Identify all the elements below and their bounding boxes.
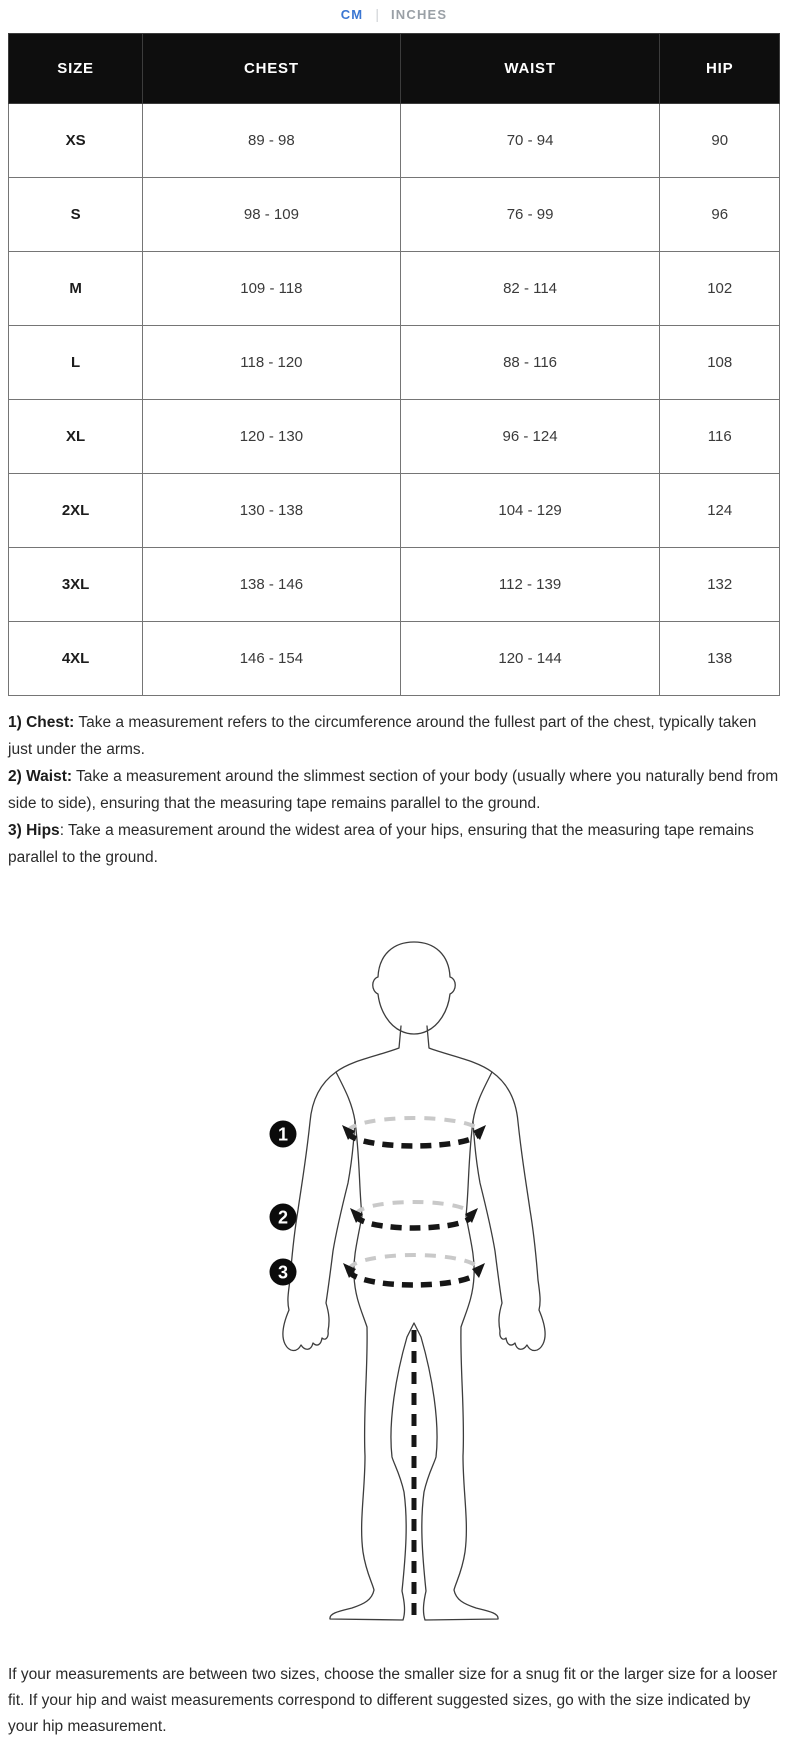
chest-value: 98 - 109 bbox=[143, 178, 401, 252]
waist-value: 82 - 114 bbox=[400, 252, 660, 326]
column-header-waist: WAIST bbox=[400, 34, 660, 104]
size-value: XL bbox=[9, 400, 143, 474]
column-header-hip: HIP bbox=[660, 34, 780, 104]
note-chest-text: Take a measurement refers to the circumference around the fullest part of the chest, typically taken just under the arms. bbox=[8, 714, 757, 758]
table-row bbox=[9, 400, 780, 474]
table-row bbox=[9, 622, 780, 696]
hip-value: 90 bbox=[660, 104, 780, 178]
waist-value: 88 - 116 bbox=[400, 326, 660, 400]
size-value: XS bbox=[9, 104, 143, 178]
size-value: M bbox=[9, 252, 143, 326]
body-measurement-diagram bbox=[0, 830, 788, 1630]
chest-value: 120 - 130 bbox=[143, 400, 401, 474]
hip-value: 102 bbox=[660, 252, 780, 326]
hip-marker-badge bbox=[270, 1259, 297, 1286]
unit-cm-button[interactable]: CM bbox=[340, 6, 364, 22]
chest-value: 118 - 120 bbox=[143, 326, 401, 400]
chest-value: 109 - 118 bbox=[143, 252, 401, 326]
hip-marker-number: 3 bbox=[277, 1262, 289, 1283]
chest-value: 146 - 154 bbox=[143, 622, 401, 696]
head-outline bbox=[373, 942, 456, 1034]
hip-tape-back bbox=[349, 1255, 479, 1270]
waist-value: 96 - 124 bbox=[400, 400, 660, 474]
hip-value: 124 bbox=[660, 474, 780, 548]
hip-value: 108 bbox=[660, 326, 780, 400]
table-row bbox=[9, 252, 780, 326]
chest-marker-number: 1 bbox=[277, 1124, 289, 1145]
size-value: 4XL bbox=[9, 622, 143, 696]
hip-value: 116 bbox=[660, 400, 780, 474]
chest-tape-back bbox=[348, 1118, 480, 1132]
unit-inches-button[interactable]: INCHES bbox=[390, 6, 448, 22]
waist-tape-front bbox=[356, 1215, 472, 1228]
table-row bbox=[9, 548, 780, 622]
table-row bbox=[9, 178, 780, 252]
column-header-chest: CHEST bbox=[143, 34, 401, 104]
waist-value: 112 - 139 bbox=[400, 548, 660, 622]
note-waist-label: 2) Waist: bbox=[8, 768, 73, 785]
table-row bbox=[9, 104, 780, 178]
right-arm-outline bbox=[473, 1072, 545, 1351]
chest-value: 138 - 146 bbox=[143, 548, 401, 622]
size-value: S bbox=[9, 178, 143, 252]
chest-value: 89 - 98 bbox=[143, 104, 401, 178]
size-chart-table bbox=[8, 33, 780, 696]
table-row bbox=[9, 474, 780, 548]
waist-tape-back bbox=[356, 1202, 472, 1215]
waist-value: 120 - 144 bbox=[400, 622, 660, 696]
size-value: 3XL bbox=[9, 548, 143, 622]
hip-value: 96 bbox=[660, 178, 780, 252]
chest-value: 130 - 138 bbox=[143, 474, 401, 548]
waist-value: 76 - 99 bbox=[400, 178, 660, 252]
waist-value: 70 - 94 bbox=[400, 104, 660, 178]
note-waist bbox=[8, 763, 782, 817]
hip-value: 138 bbox=[660, 622, 780, 696]
hip-value: 132 bbox=[660, 548, 780, 622]
waist-marker-badge bbox=[270, 1204, 297, 1231]
unit-toggle bbox=[0, 6, 788, 22]
unit-toggle-divider: | bbox=[375, 6, 379, 22]
size-value: 2XL bbox=[9, 474, 143, 548]
chest-tape-tip-right bbox=[473, 1125, 486, 1140]
table-row bbox=[9, 326, 780, 400]
hip-tape-front bbox=[349, 1270, 479, 1285]
note-chest-label: 1) Chest: bbox=[8, 714, 75, 731]
note-chest bbox=[8, 709, 782, 763]
size-value: L bbox=[9, 326, 143, 400]
table-header-row bbox=[9, 34, 780, 104]
note-waist-text: Take a measurement around the slimmest section of your body (usually where you naturally bend from side to side), ensuring that the measuring tape remains parallel to the ground. bbox=[8, 768, 779, 812]
note-hips-label: 3) Hips bbox=[8, 822, 60, 839]
waist-marker-number: 2 bbox=[277, 1207, 289, 1228]
chest-marker-badge bbox=[270, 1121, 297, 1148]
note-hips-text: : Take a measurement around the widest area of your hips, ensuring that the measuring tape remains parallel to the ground. bbox=[8, 822, 754, 866]
waist-value: 104 - 129 bbox=[400, 474, 660, 548]
chest-tape-front bbox=[348, 1132, 480, 1146]
sizing-advice-text: If your measurements are between two sizes, choose the smaller size for a snug fit or the larger size for a looser fit. If your hip and waist measurements correspond to different suggested sizes, go with the size indicated by your hip measurement. bbox=[8, 1666, 778, 1735]
column-header-size: SIZE bbox=[9, 34, 143, 104]
